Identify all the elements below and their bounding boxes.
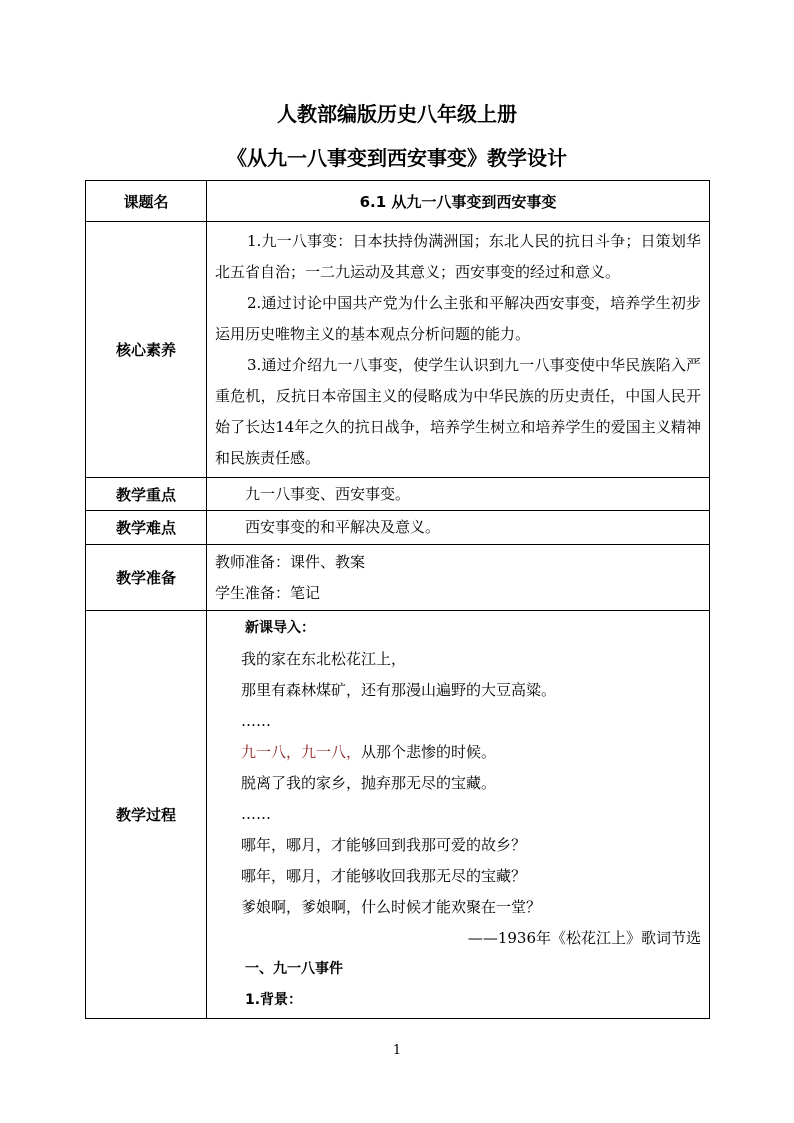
document-title: 人教部编版历史八年级上册: [277, 102, 517, 126]
core-paragraph-2: 2.通过讨论中国共产党为什么主张和平解决西安事变，培养学生初步运用历史唯物主义的基本观点分析问题的能力。: [215, 293, 701, 343]
lyric-line-8: 哪年，哪月，才能够收回我那无尽的宝藏？: [241, 867, 527, 885]
lyric-line-4-rest: 从那个悲惨的时候。: [361, 743, 497, 761]
prep-content: [207, 545, 710, 611]
difficult-content: [207, 511, 710, 545]
lyric-line-9: 爹娘啊，爹娘啊，什么时候才能欢聚在一堂？: [241, 898, 542, 916]
lyric-line-1: 我的家在东北松花江上，: [241, 650, 407, 668]
process-content: [207, 611, 710, 1019]
lyric-line-2: 那里有森林煤矿，还有那漫山遍野的大豆高粱。: [241, 681, 557, 699]
key-label: 教学重点: [86, 478, 207, 511]
document-subtitle: 《从九一八事变到西安事变》教学设计: [227, 146, 567, 170]
lyric-line-7: 哪年，哪月，才能够回到我那可爱的故乡？: [241, 836, 527, 854]
table-row-topic: [86, 181, 710, 222]
core-paragraph-3: 3.通过介绍九一八事变，使学生认识到九一八事变使中华民族陷入严重危机，反抗日本帝国主义的侵略成为中华民族的历史责任，中国人民开始了长达14年之久的抗日战争，培养学生树立和培养学生的爱国主义精神和民族责任感。: [215, 355, 701, 467]
difficult-label: 教学难点: [86, 511, 207, 545]
prep-student: 学生准备：笔记: [215, 583, 321, 602]
table-row-prep: [86, 545, 710, 611]
section-heading-1: 一、九一八事件: [245, 961, 343, 977]
lyric-line-6: ……: [241, 805, 271, 823]
difficult-value: 西安事变的和平解决及意义。: [245, 518, 441, 536]
table-row-core: [86, 222, 710, 478]
lyric-source: ——1936年《松花江上》歌词节选: [467, 929, 701, 947]
key-value: 九一八事变、西安事变。: [245, 484, 411, 503]
core-label: 核心素养: [86, 222, 207, 478]
topic-value: 6.1 从九一八事变到西安事变: [207, 181, 710, 222]
core-content: [207, 222, 710, 478]
process-label: 教学过程: [86, 611, 207, 1019]
key-content: [207, 478, 710, 511]
lyric-line-3: ……: [241, 712, 271, 730]
table-row-difficult: [86, 511, 710, 545]
prep-label: 教学准备: [86, 545, 207, 611]
prep-teacher: 教师准备：课件、教案: [215, 552, 366, 571]
intro-heading: 新课导入：: [245, 620, 315, 636]
lyric-line-4-highlight: 九一八，九一八，: [241, 743, 362, 761]
topic-label: 课题名: [86, 181, 207, 222]
lyric-line-5: 脱离了我的家乡，抛弃那无尽的宝藏。: [241, 774, 497, 792]
lesson-plan-table: [85, 180, 710, 1019]
table-row-process: [86, 611, 710, 1019]
subsection-heading-1: 1.背景：: [245, 992, 303, 1008]
page-number: 1: [392, 1043, 402, 1058]
table-row-key: [86, 478, 710, 511]
core-paragraph-1: 1.九一八事变：日本扶持伪满洲国；东北人民的抗日斗争；日策划华北五省自治；一二九运动及其意义；西安事变的经过和意义。: [215, 231, 701, 281]
lyric-line-4: [215, 737, 701, 768]
